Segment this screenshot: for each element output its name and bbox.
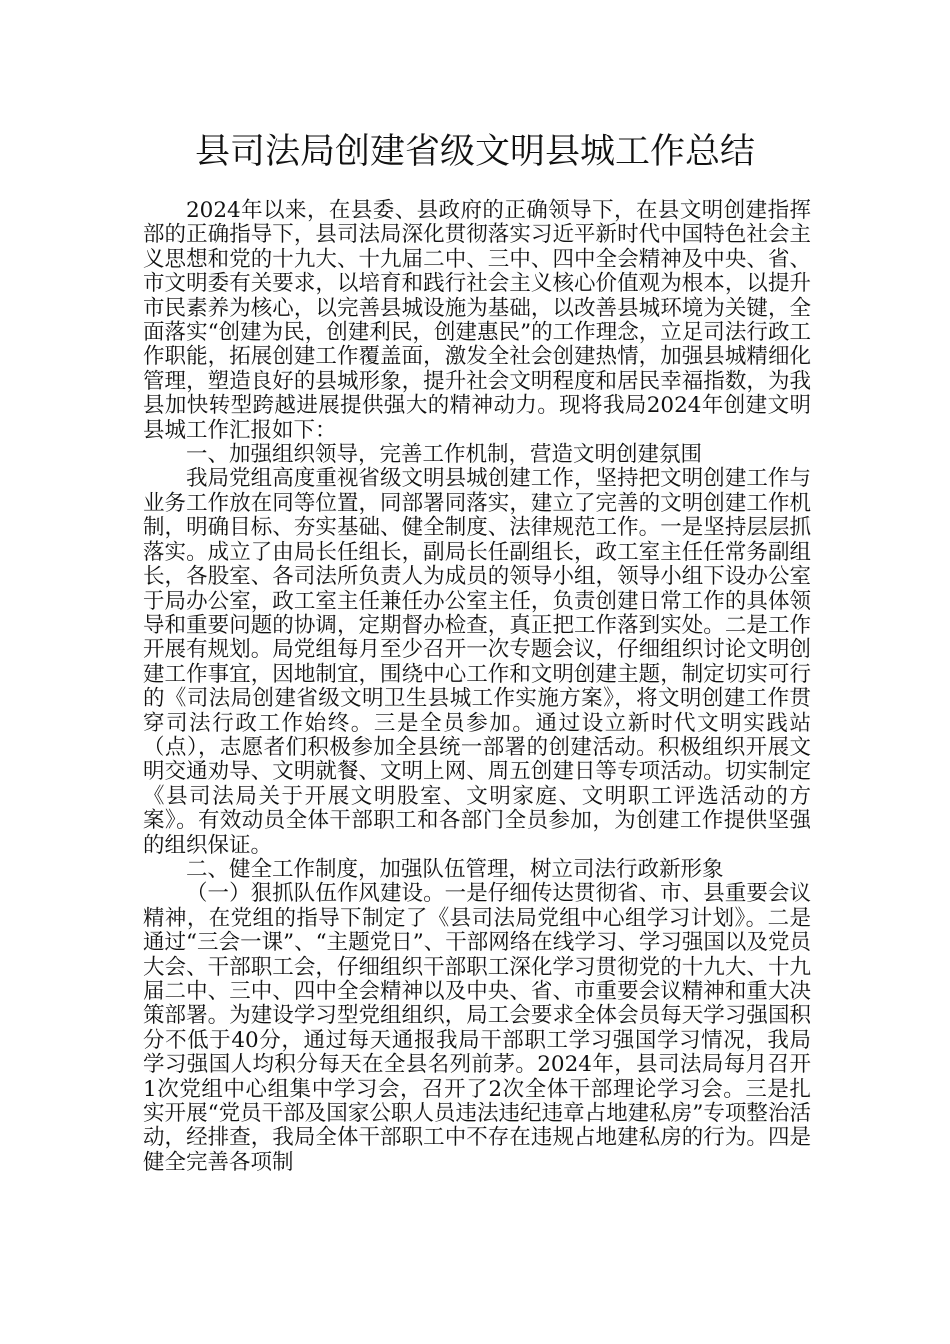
paragraph-section-2: （一）狠抓队伍作风建设。一是仔细传达贯彻省、市、县重要会议精神，在党组的指导下制定了《县司法局党组中心组学习计划》。二是通过“三会一课”、“主题党日”、干部网络在线学习、学习强国以及党员大会、干部职工会，仔细组织干部职工深化学习贯彻党的十九大、十九届二中、三中、四中全会精神以及中央、省、市重要会议精神和重大决策部署。为建设学习型党组组织，局工会要求全体会员每天学习强国积分不低于40分，通过每天通报我局干部职工学习强国学习情况，我局学习强国人均积分每天在全县名列前茅。2024年，县司法局每月召开1次党组中心组集中学习会，召开了2次全体干部理论学习会。三是扎实开展“党员干部及国家公职人员违法违纪违章占地建私房”专项整治活动，经排查，我局全体干部职工中不存在违规占地建私房的行为。四是健全完善各项制 (143, 881, 811, 1175)
document-title: 县司法局创建省级文明县城工作总结 (194, 132, 755, 172)
section-heading-2: 二、健全工作制度，加强队伍管理，树立司法行政新形象 (186, 856, 724, 882)
paragraph-intro: 2024年以来，在县委、县政府的正确领导下，在县文明创建指挥部的正确指导下，县司法局深化贯彻落实习近平新时代中国特色社会主义思想和党的十九大、十九届二中、三中、四中全会精神及中央、省、市文明委有关要求，以培育和践行社会主义核心价值观为根本，以提升市民素养为核心，以完善县城设施为基础，以改善县城环境为关键，全面落实“创建为民，创建利民，创建惠民”的工作理念，立足司法行政工作职能，拓展创建工作覆盖面，激发全社会创建热情，加强县城精细化管理，塑造良好的县城形象，提升社会文明程度和居民幸福指数，为我县加快转型跨越进展提供强大的精神动力。现将我局2024年创建文明县城工作汇报如下： (143, 198, 811, 443)
section-heading-1: 一、加强组织领导，完善工作机制，营造文明创建氛围 (186, 442, 703, 468)
document-body (143, 199, 811, 1175)
paragraph-section-1: 我局党组高度重视省级文明县城创建工作，坚持把文明创建工作与业务工作放在同等位置，同部署同落实，建立了完善的文明创建工作机制，明确目标、夯实基础、健全制度、法律规范工作。一是坚持层层抓落实。成立了由局长任组长，副局长任副组长，政工室主任任常务副组长，各股室、各司法所负责人为成员的领导小组，领导小组下设办公室于局办公室，政工室主任兼任办公室主任，负责创建日常工作的具体领导和重要问题的协调，定期督办检查，真正把工作落到实处。二是工作开展有规划。局党组每月至少召开一次专题会议，仔细组织讨论文明创建工作事宜，因地制宜，围绕中心工作和文明创建主题，制定切实可行的《司法局创建省级文明卫生县城工作实施方案》，将文明创建工作贯穿司法行政工作始终。三是全员参加。通过设立新时代文明实践站（点），志愿者们积极参加全县统一部署的创建活动。积极组织开展文明交通劝导、文明就餐、文明上网、周五创建日等专项活动。切实制定《县司法局关于开展文明股室、文明家庭、文明职工评选活动的方案》。有效动员全体干部职工和各部门全员参加，为创建工作提供坚强的组织保证。 (143, 466, 811, 858)
